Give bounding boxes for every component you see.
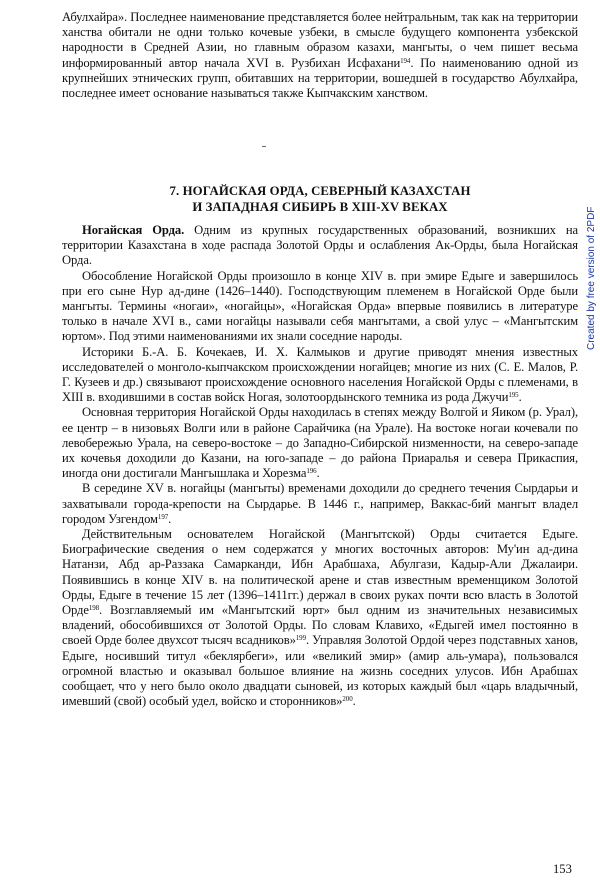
paragraph-text: Действительным основателем Ногайской (Мангытской) Орды считается Едыге. Биографические сведения о нем содержатся у многих восточных авторов: Му'ин ад-дина Натанзи, Абд ар-Раззака Самарканди, Ибн Арабшаха, Абулгази, Кадыр-Али Джалаири. Появившись в конце XIV в. на политической арене и став известным временщиком Золотой Орды, Едыге в течение 15 лет (1396–1411гг.) держал в своих руках почти всю власть в Золотой Орде bbox=[62, 527, 578, 618]
paragraph-text: . bbox=[518, 390, 522, 405]
section-heading-line-1: 7. НОГАЙСКАЯ ОРДА, СЕВЕРНЫЙ КАЗАХСТАН bbox=[169, 184, 471, 198]
body-paragraph bbox=[62, 481, 578, 527]
footnote-ref: 197 bbox=[157, 512, 169, 521]
paragraph-text: . bbox=[168, 511, 172, 526]
footnote-ref: 199 bbox=[295, 634, 306, 643]
divider-dash bbox=[262, 146, 266, 147]
intro-text-block bbox=[62, 10, 578, 101]
paragraph-lead-heading: Ногайская Орда. bbox=[82, 223, 185, 237]
section-heading-line-2: И ЗАПАДНАЯ СИБИРЬ В XIII-XV ВЕКАХ bbox=[192, 200, 448, 214]
footnote-ref: 198 bbox=[88, 604, 100, 613]
paragraph-text: . bbox=[316, 466, 320, 481]
section-body bbox=[62, 223, 578, 710]
paragraph-text: . Возглавляемый им «Мангытский юрт» был одним из значительных независимых владений, обособившихся от Золотой Орды. По словам Клавихо, «Едыгей имел постоянно в своей Орде более двухсот тысяч всадников» bbox=[62, 603, 578, 648]
section-heading bbox=[60, 183, 580, 215]
page-number: 153 bbox=[553, 862, 572, 876]
paragraph-text: Основная территория Ногайской Орды находилась в степях между Волгой и Яиком (р. Урал), ее центр – в низовьях Волги или в районе Сарайчика (на Урале). На востоке ногаи кочевали по левобережью Урала, на северо-востоке – до Западно-Сибирской низменности, на северо-западе их кочевья доходили до Казани, на юго-западе – до района Приаралья и севера Прикаспия, иногда они достигали Мангышлака и Хорезма bbox=[62, 405, 578, 481]
intro-paragraph bbox=[62, 10, 578, 101]
body-paragraph bbox=[62, 223, 578, 269]
footnote-ref: 196 bbox=[306, 467, 317, 476]
paragraph-text: В середине XV в. ногайцы (мангыты) временами доходили до среднего течения Сырдарьи и захватывали города-крепости на Сырдарье. В 1446 г., например, Ваккас-бий мангыт владел городом Узгендом bbox=[62, 481, 578, 526]
side-watermark bbox=[586, 206, 598, 350]
paragraph-text: . Управляя Золотой Ордой через подставных ханов, Едыге, носивший титул «беклярбеги», или «великий эмир» (амир аль-умара), пользовался огромной властью и оказывал большое влияние на жизнь соседних улусов. Ибн Арабшах сообщает, что у него было около двадцати сыновей, из которых каждый был «царь владычный, имевший (свой) особый удел, войско и сторонников» bbox=[62, 633, 578, 709]
body-paragraph bbox=[62, 269, 578, 345]
paragraph-text: . bbox=[352, 694, 356, 709]
paragraph-text: Историки Б.-А. Б. Кочекаев, И. Х. Калмыков и другие приводят мнения известных исследователей о монголо-кыпчакском происхождении ногайцев; многие из них (С. Е. Малов, Р. Г. Кузеев и др.) связывают происхождение основного населения Ногайской Орды с племенами, в XIII в. входившими в состав войск Ногая, золотоордынского темника из рода Джучи bbox=[62, 344, 578, 405]
footnote-ref: 200 bbox=[342, 695, 353, 704]
body-paragraph bbox=[62, 345, 578, 406]
footnote-ref: 195 bbox=[508, 391, 519, 400]
body-paragraph bbox=[62, 405, 578, 481]
intro-paragraph-text: Абулхайра». Последнее наименование представляется более нейтральным, так как на территории ханства обитали не одни только кочевые узбеки, в смысле будущего компонента узбекской народности в Средней Азии, но главным образом казахи, мангыты, о чем пишет весьма информированный автор начала XVI в. Рузбихан Исфахани bbox=[62, 10, 578, 70]
body-paragraph bbox=[62, 527, 578, 709]
side-watermark-text: Created by free version of 2PDF bbox=[586, 206, 597, 350]
footnote-ref: 194 bbox=[400, 56, 411, 65]
intro-paragraph-tail: . По наименованию одной из крупнейших этнических групп, обитавших на территории, вошедшей в государство Абулхайра, последнее имеет основание называться также Кыпчакским ханством. bbox=[62, 55, 578, 101]
paragraph-text: Обособление Ногайской Орды произошло в конце XIV в. при эмире Едыге и завершилось при его сыне Нур ад-дине (1426–1440). Господствующим племенем в Ногайской Орде были мангыты. Термины «ногаи», «ногайцы», «Ногайская Орда» впервые появились в литературе только в начале XVI в., сами ногайцы называли себя мангытами, а свой улус – «Мангытским юртом». Под этими наименованиями их знали соседние народы. bbox=[62, 268, 578, 344]
paragraph-text: Одним из крупных государственных образований, возникших на территории Казахстана в ходе распада Золотой Орды и ослабления Ак-Орды, была Ногайская Орда. bbox=[62, 223, 578, 268]
